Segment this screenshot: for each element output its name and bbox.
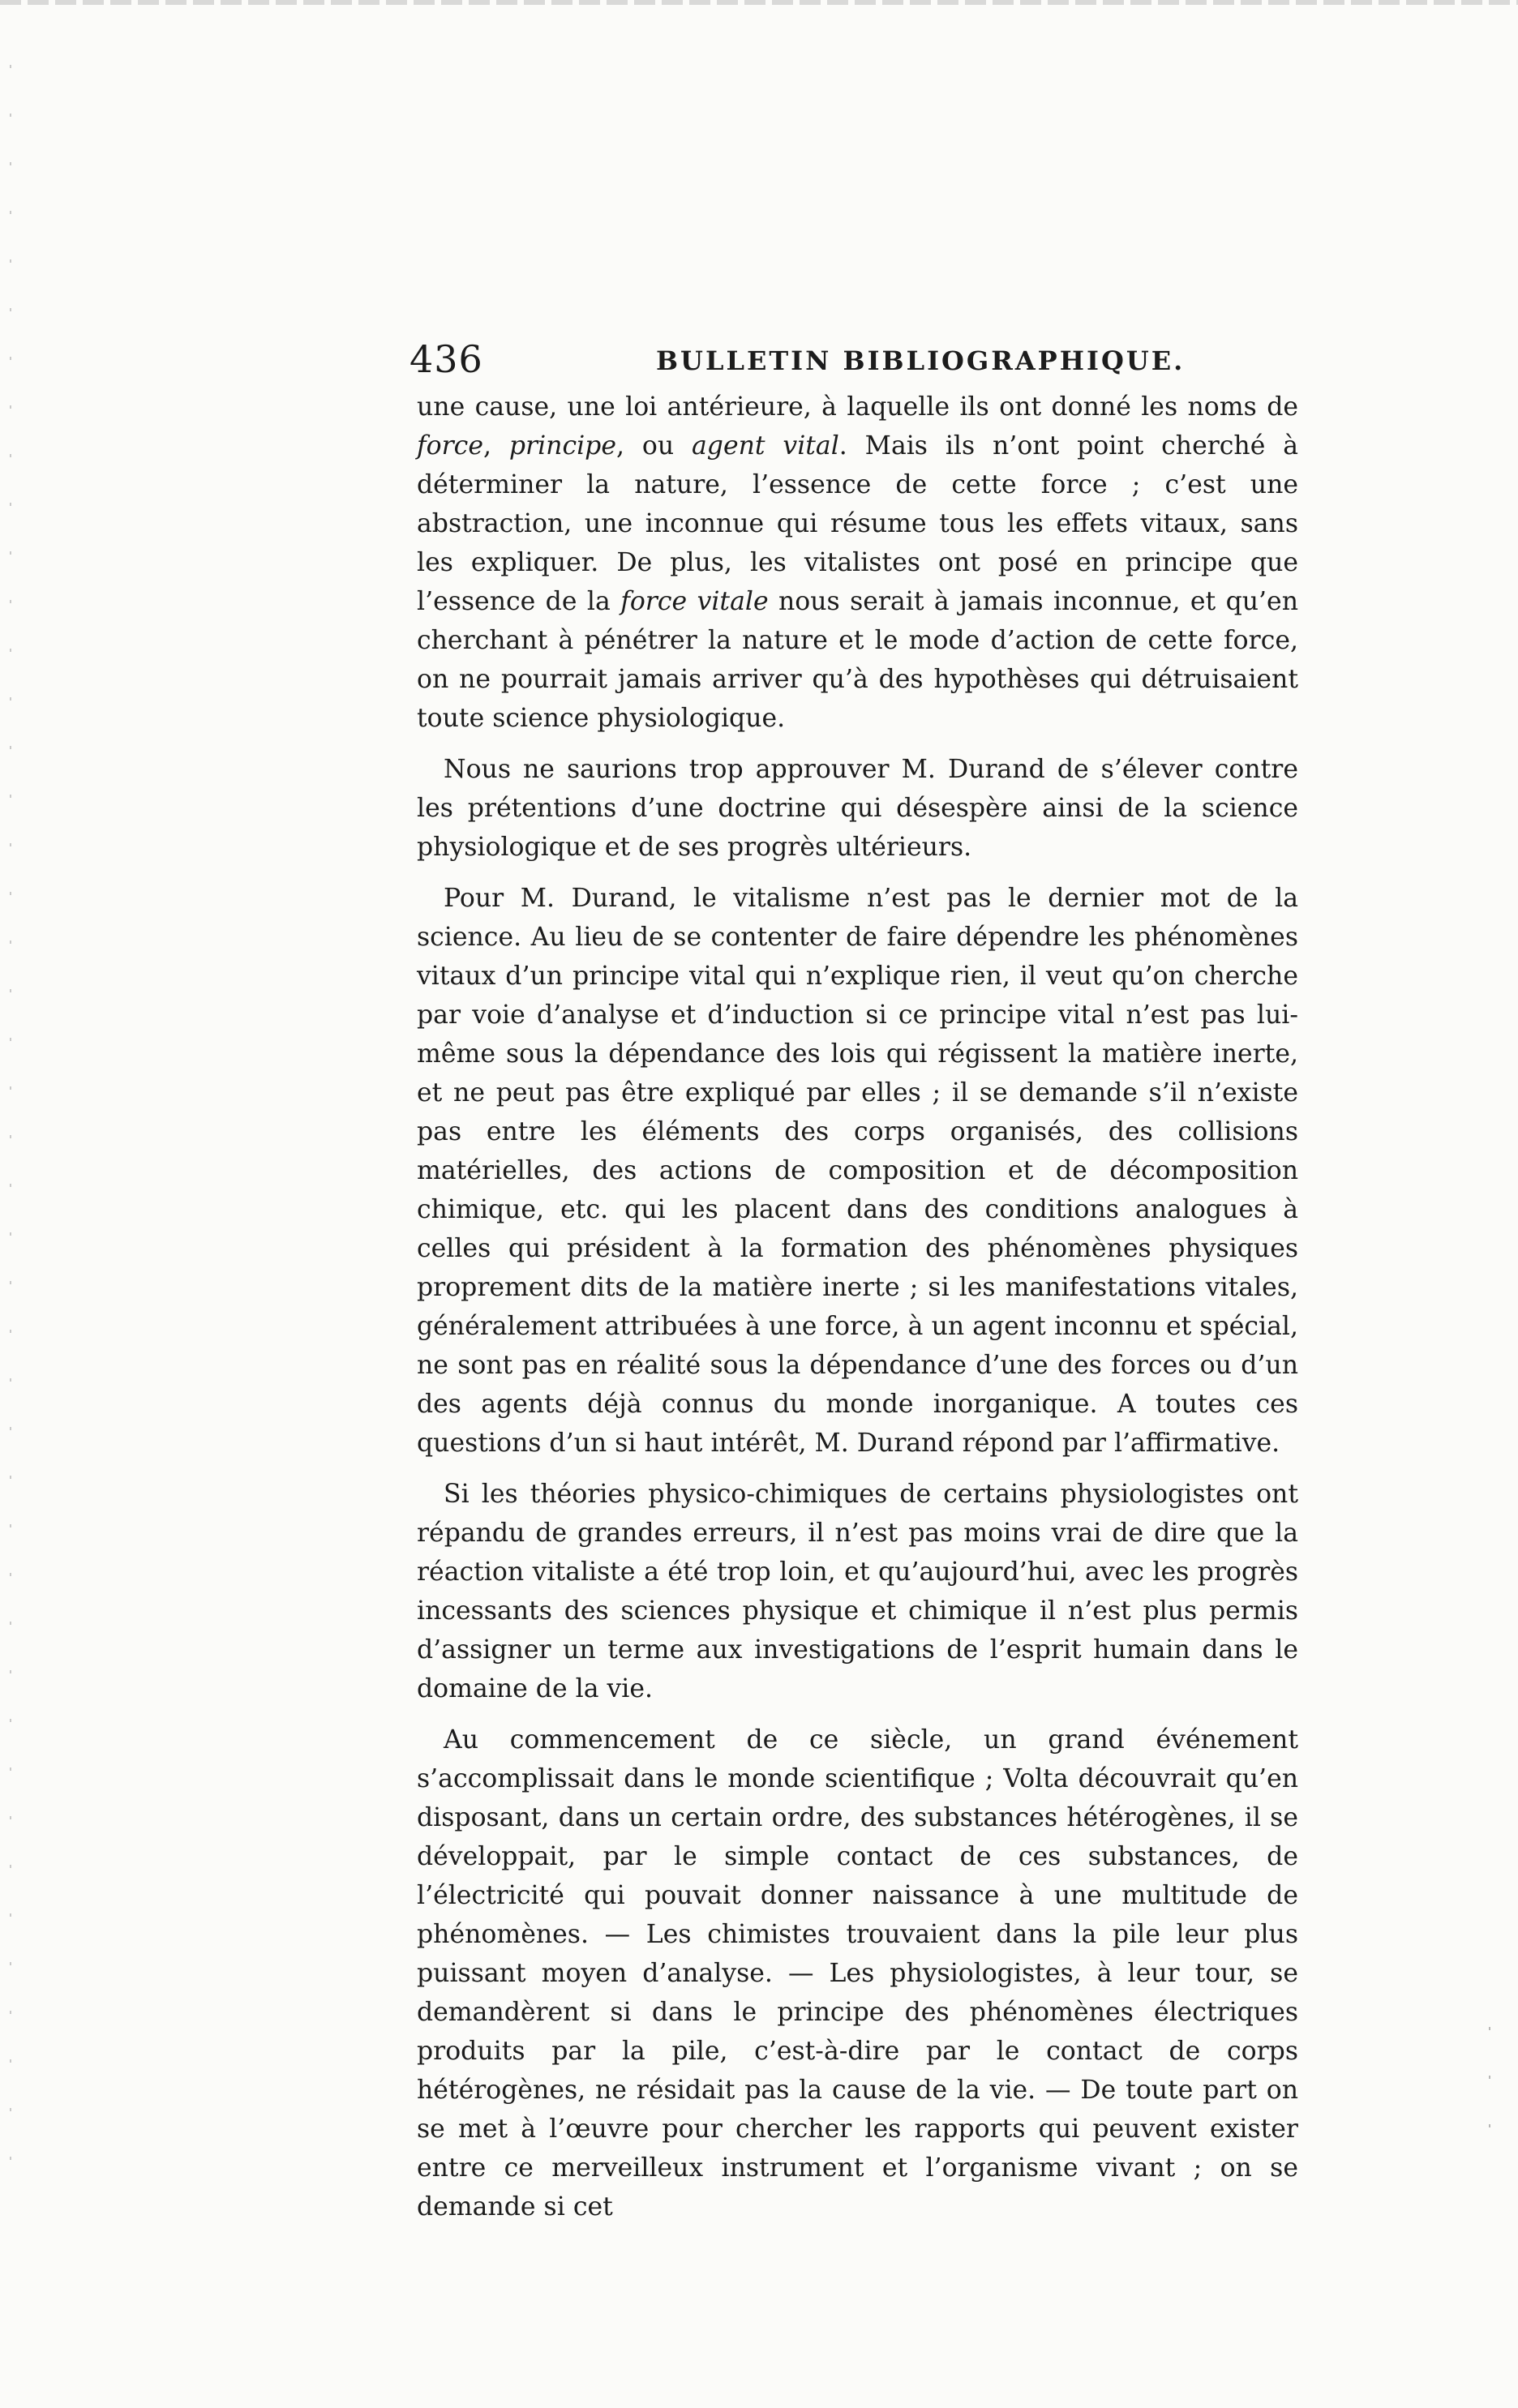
page-number: 436 <box>410 337 483 381</box>
italic-term-agent-vital: agent vital <box>692 431 839 461</box>
body-text <box>417 388 1298 2239</box>
paragraph-3: Pour M. Durand, le vitalisme n’est pas le dernier mot de la science. Au lieu de se contenter de faire dépendre les phénomènes vitaux d’un principe vital qui n’explique rien, il veut qu’on cherche par voie d’analyse et d’induction si ce principe vital n’est pas lui-même sous la dépendance des lois qui régissent la matière inerte, et ne peut pas être expliqué par elles ; il se demande s’il n’existe pas entre les éléments des corps organisés, des collisions matérielles, des actions de composition et de décomposition chimique, etc. qui les placent dans des conditions analogues à celles qui président à la formation des phénomènes physiques proprement dits de la matière inerte ; si les manifestations vitales, généralement attribuées à une force, à un agent inconnu et spécial, ne sont pas en réalité sous la dépendance d’une des forces ou d’un des agents déjà connus du monde inorganique. A toutes ces questions d’un si haut intérêt, M. Durand répond par l’affirmative. <box>417 884 1298 1458</box>
paragraph-1 <box>417 388 1298 738</box>
italic-term-force: force <box>417 431 483 461</box>
text-run: nous serait à jamais inconnue, et qu’en cherchant à pénétrer la nature et le mode d’action de cette force, on ne pourrait jamais arriver qu’à des hypothèses qui détruisaient toute science physiologique. <box>417 587 1298 733</box>
paragraph-2: Nous ne saurions trop approuver M. Durand de s’élever contre les prétentions d’une doctrine qui désespère ainsi de la science physiologique et de ses progrès ultérieurs. <box>417 755 1298 862</box>
text-run: , ou <box>615 431 692 461</box>
italic-term-principe: principe <box>508 431 616 461</box>
italic-term-force-vitale: force vitale <box>620 587 769 616</box>
left-margin-scan-marks <box>10 65 11 2173</box>
page-header <box>410 337 1301 386</box>
running-head: BULLETIN BIBLIOGRAPHIQUE. <box>656 345 1186 376</box>
text-run: une cause, une loi antérieure, à laquelle ils ont donné les noms de <box>417 392 1298 422</box>
paragraph-5: Au commencement de ce siècle, un grand événement s’accomplissait dans le monde scientifique ; Volta découvrait qu’en disposant, dans un certain ordre, des substances hétérogènes, il se développait, par le simple contact de ces substances, de l’électricité qui pouvait donner naissance à une multitude de phénomènes. — Les chimistes trouvaient dans la pile leur plus puissant moyen d’analyse. — Les physiologistes, à leur tour, se demandèrent si dans le principe des phénomènes électriques produits par la pile, c’est-à-dire par le contact de corps hétérogènes, ne résidait pas la cause de la vie. — De toute part on se met à l’œuvre pour chercher les rapports qui peuvent exister entre ce merveilleux instrument et l’organisme vivant ; on se demande si cet <box>417 1725 1298 2222</box>
right-margin-scan-marks <box>1489 2027 1490 2157</box>
text-run: . Mais ils n’ont point cherché à déterminer la nature, l’essence de cette force ; c’est une abstraction, une inconnue qui résume tous les effets vitaux, sans les expliquer. De plus, les vitalistes ont posé en principe que l’essence de la <box>417 431 1298 616</box>
scan-edge-artifact <box>0 0 1518 5</box>
text-run: , <box>482 431 509 461</box>
paragraph-4: Si les théories physico-chimiques de certains physiologistes ont répandu de grandes erreurs, il n’est pas moins vrai de dire que la réaction vitaliste a été trop loin, et qu’aujourd’hui, avec les progrès incessants des sciences physique et chimique il n’est plus permis d’assigner un terme aux investigations de l’esprit humain dans le domaine de la vie. <box>417 1480 1298 1703</box>
